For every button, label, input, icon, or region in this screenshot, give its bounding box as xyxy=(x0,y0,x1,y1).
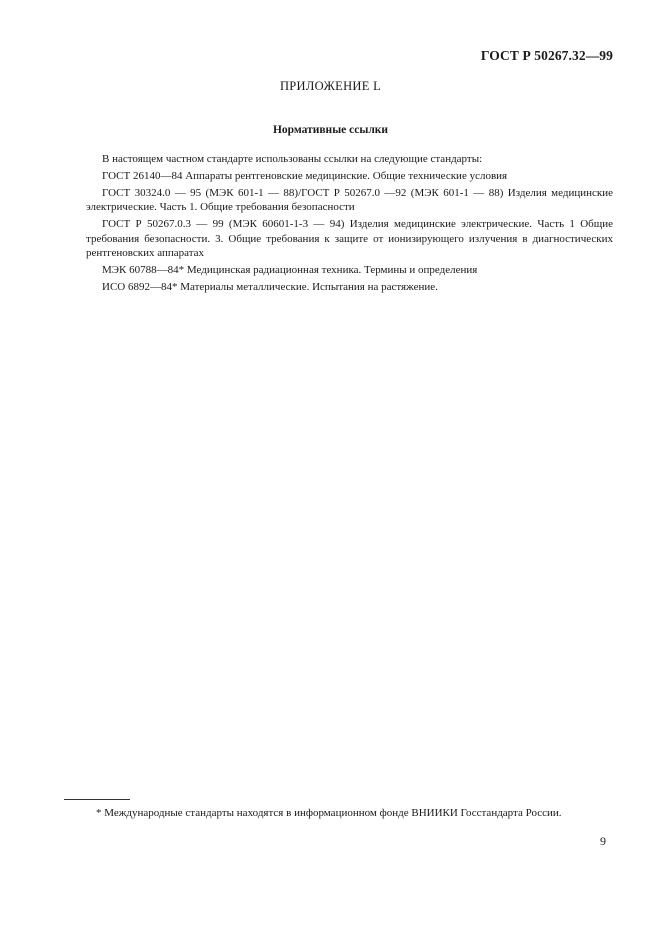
footnote: * Международные стандарты находятся в информационном фонде ВНИИКИ Госстандарта России. xyxy=(96,807,562,819)
footnote-divider xyxy=(64,799,130,800)
section-heading: Нормативные ссылки xyxy=(272,124,389,136)
references-body xyxy=(86,152,613,296)
page-number: 9 xyxy=(600,834,606,848)
reference-item: ГОСТ Р 50267.0.3 — 99 (МЭК 60601-1-3 — 94) Изделия медицинские электрические. Часть 1 Общие требования безопасности. 3. Общие требования к защите от ионизирующего излучения в диагностических рентгеновских аппаратах xyxy=(86,217,613,260)
annex-title: ПРИЛОЖЕНИЕ L xyxy=(279,79,382,93)
standard-code-header: ГОСТ Р 50267.32—99 xyxy=(480,48,613,63)
reference-item: ГОСТ 26140—84 Аппараты рентгеновские медицинские. Общие технические условия xyxy=(102,169,508,182)
reference-item: ИСО 6892—84* Материалы металлические. Испытания на растяжение. xyxy=(102,280,438,293)
intro-paragraph: В настоящем частном стандарте использованы ссылки на следующие стандарты: xyxy=(102,153,483,165)
reference-item: ГОСТ 30324.0 — 95 (МЭК 601-1 — 88)/ГОСТ Р 50267.0 —92 (МЭК 601-1 — 88) Изделия медицинские электрические. Часть 1. Общие требования безопасности xyxy=(86,186,613,214)
reference-item: МЭК 60788—84* Медицинская радиационная техника. Термины и определения xyxy=(102,263,478,276)
